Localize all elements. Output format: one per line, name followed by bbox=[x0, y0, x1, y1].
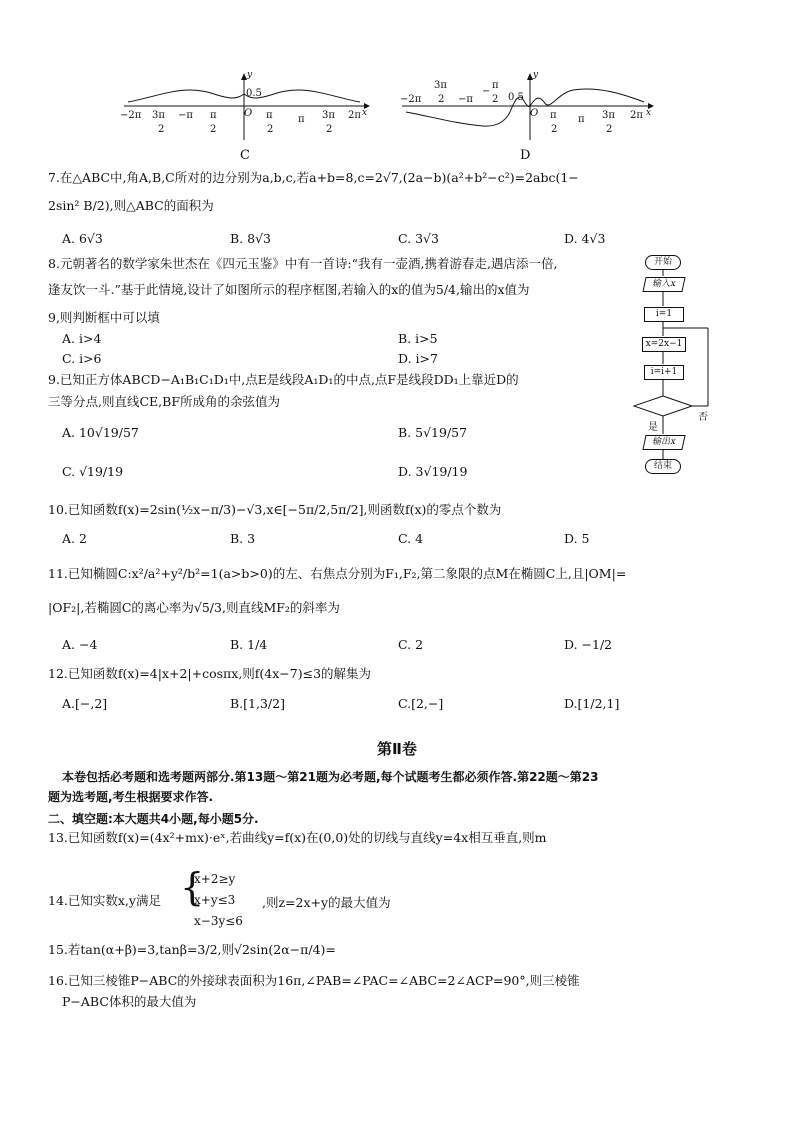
q10-option-d: D. 5 bbox=[564, 531, 590, 546]
q14-constraint-1: x+2≥y bbox=[194, 872, 236, 886]
flowchart-input: 输入x bbox=[642, 277, 685, 292]
q9-option-a: A. 10√19/57 bbox=[62, 425, 139, 440]
graph-c-y-label: y bbox=[247, 70, 253, 80]
q16-line1: 16.已知三棱锥P−ABC的外接球表面积为16π,∠PAB=∠PAC=∠ABC=2∠ACP=90°,则三棱锥 bbox=[48, 973, 580, 988]
graph-c-tick-0: −2π bbox=[120, 110, 142, 121]
q10-option-b: B. 3 bbox=[230, 531, 256, 546]
section-2-intro-1: 本卷包括必考题和选考题两部分.第13题～第21题为必考题,每个试题考生都必须作答.第22题～第23 bbox=[62, 770, 599, 784]
q9-line2: 三等分点,则直线CE,BF所成角的余弦值为 bbox=[48, 394, 280, 409]
q8-option-c: C. i>6 bbox=[62, 351, 102, 366]
section-2-title: 第Ⅱ卷 bbox=[377, 740, 417, 758]
graph-d-caption: D bbox=[520, 148, 531, 163]
section-2-part: 二、填空题:本大题共4小题,每小题5分. bbox=[48, 812, 259, 826]
graph-c-tick-11: 2 bbox=[326, 124, 333, 135]
graph-c-tick-5: 2 bbox=[210, 124, 217, 135]
flowchart bbox=[630, 250, 730, 490]
graph-c-x-label: x bbox=[362, 108, 368, 118]
flowchart-yes: 是 bbox=[648, 422, 658, 433]
flowchart-start: 开始 bbox=[645, 255, 681, 270]
q7-option-d: D. 4√3 bbox=[564, 231, 606, 246]
q10-line1: 10.已知函数f(x)=2sin(½x−π/3)−√3,x∈[−5π/2,5π/2],则函数f(x)的零点个数为 bbox=[48, 502, 502, 517]
q8-option-d: D. i>7 bbox=[398, 351, 438, 366]
q8-line1: 8.元朝著名的数学家朱世杰在《四元玉鉴》中有一首诗:“我有一壶酒,携着游春走,遇店添一倍, bbox=[48, 256, 558, 271]
q11-option-c: C. 2 bbox=[398, 637, 424, 652]
q12-option-d: D.[1/2,1] bbox=[564, 696, 620, 711]
q9-line1: 9.已知正方体ABCD−A₁B₁C₁D₁中,点E是线段A₁D₁的中点,点F是线段DD₁上靠近D的 bbox=[48, 372, 519, 387]
graph-d-y-label: y bbox=[533, 70, 539, 80]
graph-c-tick-8: 2 bbox=[267, 124, 274, 135]
graph-d-top-tick-0: 3π bbox=[434, 80, 447, 91]
graph-d bbox=[398, 72, 658, 142]
graph-c-tick-12: 2π bbox=[348, 110, 361, 121]
q8-line3: 9,则判断框中可以填 bbox=[48, 310, 160, 325]
graph-c-tick-6: O bbox=[244, 108, 253, 119]
flowchart-step1: x=2x−1 bbox=[642, 337, 686, 352]
graph-c-tick-4: π bbox=[210, 110, 217, 121]
graph-c-tick-9: π bbox=[298, 114, 305, 125]
graph-d-left-tick-0: −2π bbox=[400, 94, 422, 105]
q7-option-c: C. 3√3 bbox=[398, 231, 439, 246]
graph-c-tick-3: −π bbox=[178, 110, 193, 121]
q12-line1: 12.已知函数f(x)=4|x+2|+cosπx,则f(4x−7)≤3的解集为 bbox=[48, 666, 372, 681]
q14-constraint-3: x−3y≤6 bbox=[194, 914, 243, 928]
q7-option-b: B. 8√3 bbox=[230, 231, 272, 246]
graph-d-right-tick-0: O bbox=[530, 108, 539, 119]
graph-d-right-tick-4: 3π bbox=[602, 110, 615, 121]
q8-option-a: A. i>4 bbox=[62, 331, 102, 346]
q14-prefix: 14.已知实数x,y满足 bbox=[48, 893, 161, 908]
flowchart-output: 输出x bbox=[642, 435, 685, 450]
q10-option-a: A. 2 bbox=[62, 531, 87, 546]
graph-d-left-tick-1: −π bbox=[458, 94, 473, 105]
graph-d-value: 0.5 bbox=[508, 92, 524, 103]
section-2-intro-2: 题为选考题,考生根据要求作答. bbox=[48, 790, 214, 804]
graph-d-x-label: x bbox=[646, 108, 652, 118]
q9-option-c: C. √19/19 bbox=[62, 464, 124, 479]
graph-d-top-tick-2: − bbox=[482, 86, 491, 97]
q8-option-b: B. i>5 bbox=[398, 331, 438, 346]
flowchart-end: 结束 bbox=[645, 459, 681, 474]
q7-line1: 7.在△ABC中,角A,B,C所对的边分别为a,b,c,若a+b=8,c=2√7,(2a−b)(a²+b²−c²)=2abc(1− bbox=[48, 170, 579, 185]
graph-c-value: 0.5 bbox=[246, 88, 262, 99]
q12-option-b: B.[1,3/2] bbox=[230, 696, 285, 711]
q11-line2: |OF₂|,若椭圆C的离心率为√5/3,则直线MF₂的斜率为 bbox=[48, 600, 340, 615]
q16-line2: P−ABC体积的最大值为 bbox=[62, 994, 197, 1009]
q12-option-c: C.[2,−] bbox=[398, 696, 444, 711]
q7-line2: 2sin² B/2),则△ABC的面积为 bbox=[48, 198, 214, 213]
q7-option-a: A. 6√3 bbox=[62, 231, 103, 246]
graph-d-top-tick-1: 2 bbox=[438, 94, 445, 105]
q14-brace: { bbox=[180, 865, 205, 909]
graph-d-right-tick-6: 2π bbox=[630, 110, 643, 121]
graph-d-right-tick-2: 2 bbox=[551, 124, 558, 135]
graph-c-caption: C bbox=[240, 148, 250, 163]
q11-option-d: D. −1/2 bbox=[564, 637, 613, 652]
flowchart-step2: i=i+1 bbox=[644, 365, 684, 380]
flowchart-init: i=1 bbox=[644, 307, 684, 322]
graph-d-right-tick-3: π bbox=[578, 114, 585, 125]
q10-option-c: C. 4 bbox=[398, 531, 424, 546]
graph-d-right-tick-1: π bbox=[550, 110, 557, 121]
q8-line2: 逢友饮一斗.”基于此情境,设计了如图所示的程序框图,若输入的x的值为5/4,输出的x值为 bbox=[48, 282, 530, 297]
q11-line1: 11.已知椭圆C:x²/a²+y²/b²=1(a>b>0)的左、右焦点分别为F₁,F₂,第二象限的点M在椭圆C上,且|OM|= bbox=[48, 566, 627, 581]
q12-option-a: A.[−,2] bbox=[62, 696, 108, 711]
q11-option-a: A. −4 bbox=[62, 637, 98, 652]
flowchart-no: 否 bbox=[698, 412, 708, 423]
graph-c-tick-10: 3π bbox=[322, 110, 335, 121]
q13-line1: 13.已知函数f(x)=(4x²+mx)·eˣ,若曲线y=f(x)在(0,0)处的切线与直线y=4x相互垂直,则m bbox=[48, 830, 547, 845]
q14-constraint-2: x+y≤3 bbox=[194, 893, 236, 907]
graph-d-top-tick-3: π bbox=[492, 80, 499, 91]
q15-line1: 15.若tan(α+β)=3,tanβ=3/2,则√2sin(2α−π/4)= bbox=[48, 942, 336, 957]
graph-c-tick-7: π bbox=[266, 110, 273, 121]
graph-c bbox=[120, 72, 370, 142]
graph-d-right-tick-5: 2 bbox=[606, 124, 613, 135]
q11-option-b: B. 1/4 bbox=[230, 637, 268, 652]
q14-suffix: ,则z=2x+y的最大值为 bbox=[262, 895, 391, 910]
graph-c-tick-2: 2 bbox=[158, 124, 165, 135]
q9-option-d: D. 3√19/19 bbox=[398, 464, 468, 479]
graph-d-top-tick-4: 2 bbox=[492, 94, 499, 105]
graph-c-tick-1: 3π bbox=[152, 110, 165, 121]
q9-option-b: B. 5√19/57 bbox=[398, 425, 468, 440]
